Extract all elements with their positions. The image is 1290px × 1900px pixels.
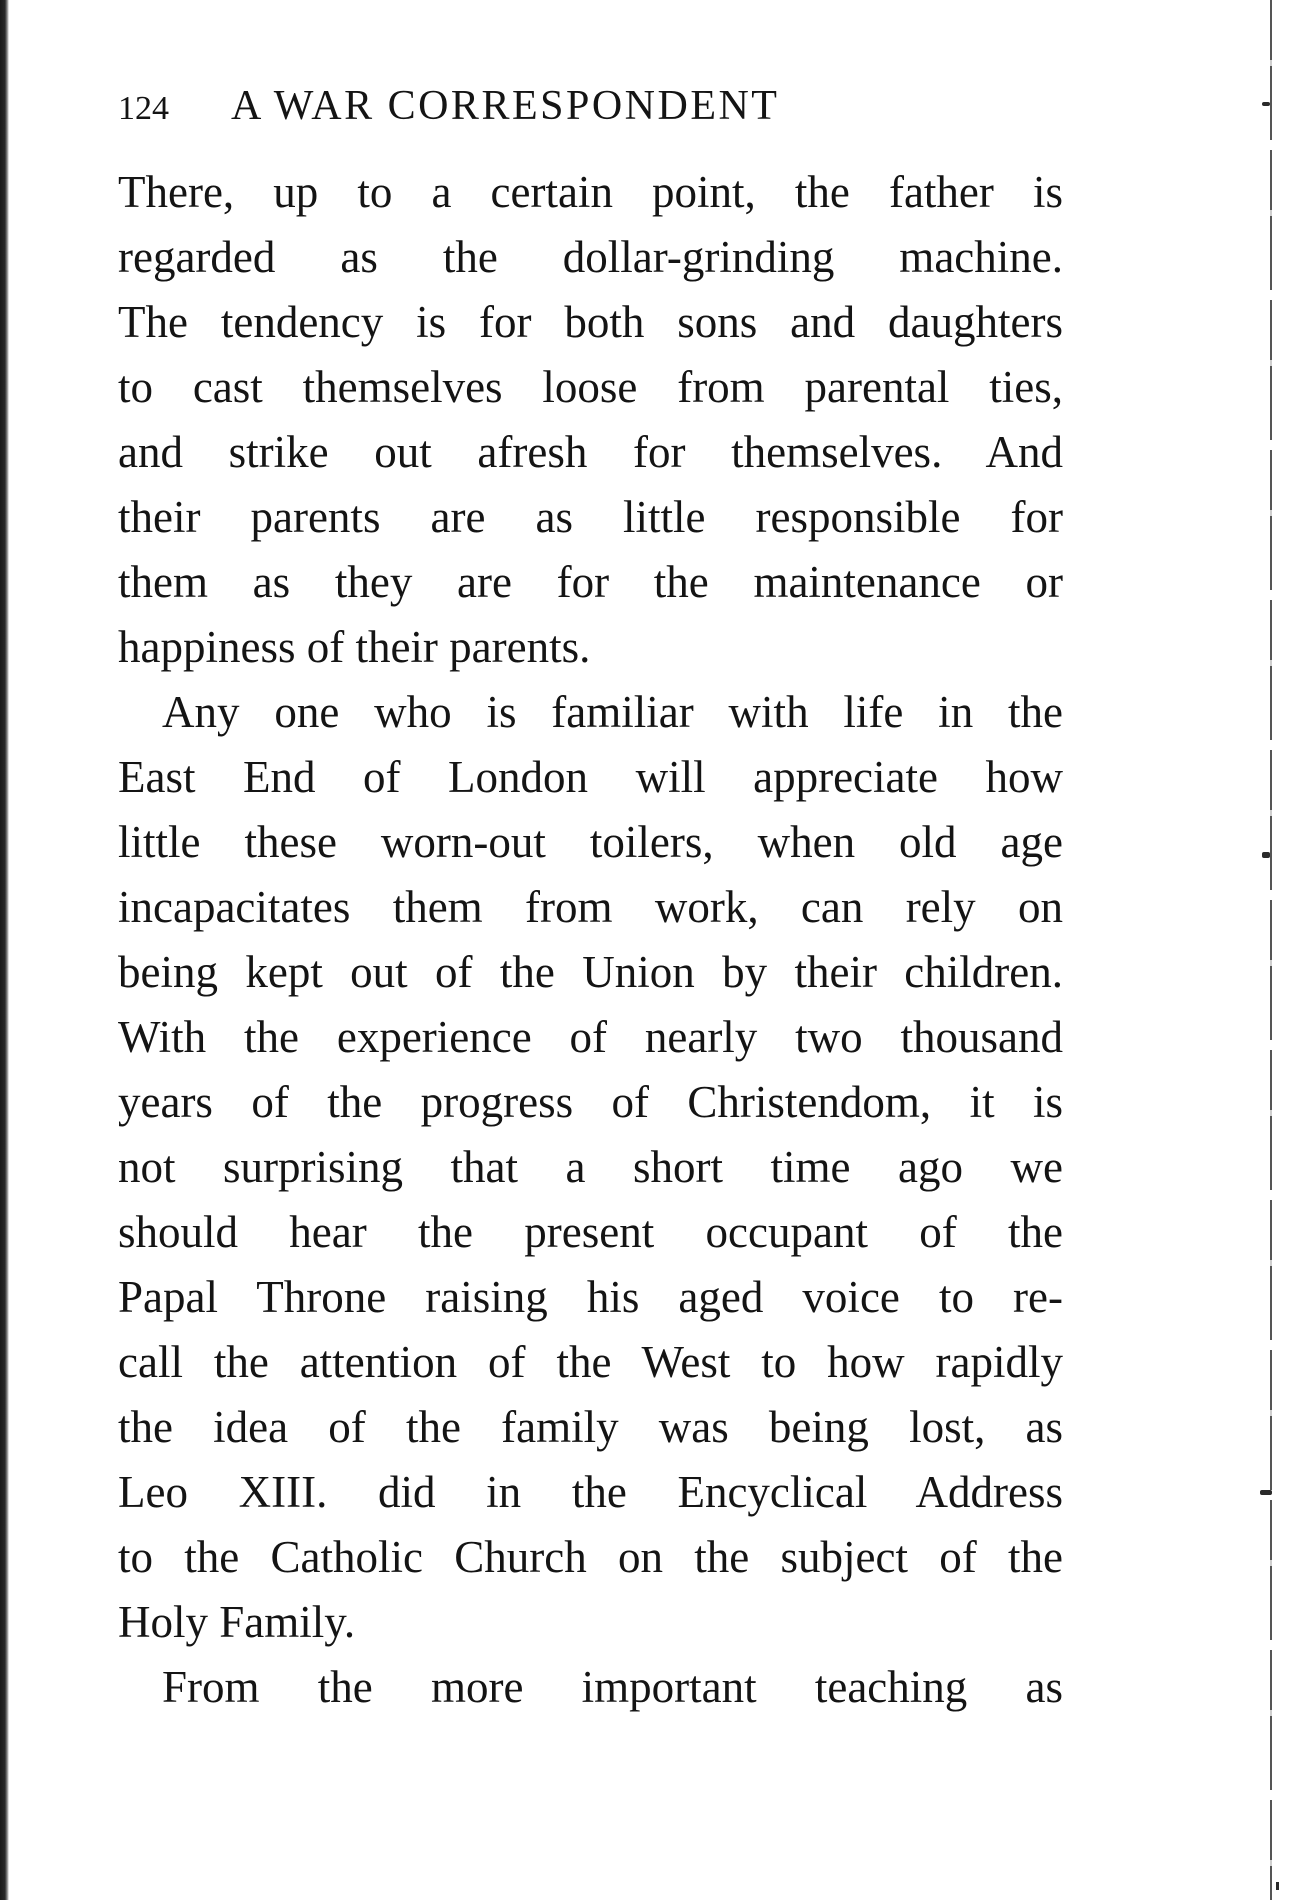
text-line: From the more important teaching as: [162, 1662, 1063, 1712]
text-line: happiness of their parents.: [118, 622, 591, 672]
scan-mark: [1262, 852, 1270, 858]
text-line: call the attention of the West to how rapidly: [118, 1337, 1063, 1387]
text-line: years of the progress of Christendom, it is: [118, 1077, 1063, 1127]
text-line: the idea of the family was being lost, as: [118, 1402, 1063, 1452]
text-line: Papal Throne raising his aged voice to re-: [118, 1272, 1063, 1322]
text-line: them as they are for the maintenance or: [118, 557, 1063, 607]
text-line: There, up to a certain point, the father is: [118, 167, 1063, 217]
text-line: Any one who is familiar with life in the: [162, 687, 1063, 737]
text-line: incapacitates them from work, can rely on: [118, 882, 1063, 932]
body-text: [118, 160, 1063, 1720]
text-line: little these worn-out toilers, when old age: [118, 817, 1063, 867]
scan-mark: [1260, 1490, 1272, 1495]
running-header: [118, 76, 1118, 136]
text-line: Leo XIII. did in the Encyclical Address: [118, 1467, 1063, 1517]
text-line: East End of London will appreciate how: [118, 752, 1063, 802]
text-line: their parents are as little responsible for: [118, 492, 1063, 542]
scan-mark: [1276, 1882, 1279, 1890]
text-line: With the experience of nearly two thousand: [118, 1012, 1063, 1062]
page-number: 124: [118, 90, 169, 127]
text-line: being kept out of the Union by their children.: [118, 947, 1063, 997]
text-line: to cast themselves loose from parental ties,: [118, 362, 1063, 412]
scan-mark: [1262, 102, 1270, 106]
text-line: not surprising that a short time ago we: [118, 1142, 1063, 1192]
running-title: A WAR CORRESPONDENT: [231, 83, 780, 129]
text-line: and strike out afresh for themselves. And: [118, 427, 1063, 477]
scan-edge: [1270, 0, 1272, 1900]
text-line: should hear the present occupant of the: [118, 1207, 1063, 1257]
binding-edge: [0, 0, 9, 1900]
text-line: to the Catholic Church on the subject of the: [118, 1532, 1063, 1582]
text-line: regarded as the dollar-grinding machine.: [118, 232, 1063, 282]
text-line: Holy Family.: [118, 1597, 356, 1647]
text-line: The tendency is for both sons and daughters: [118, 297, 1063, 347]
